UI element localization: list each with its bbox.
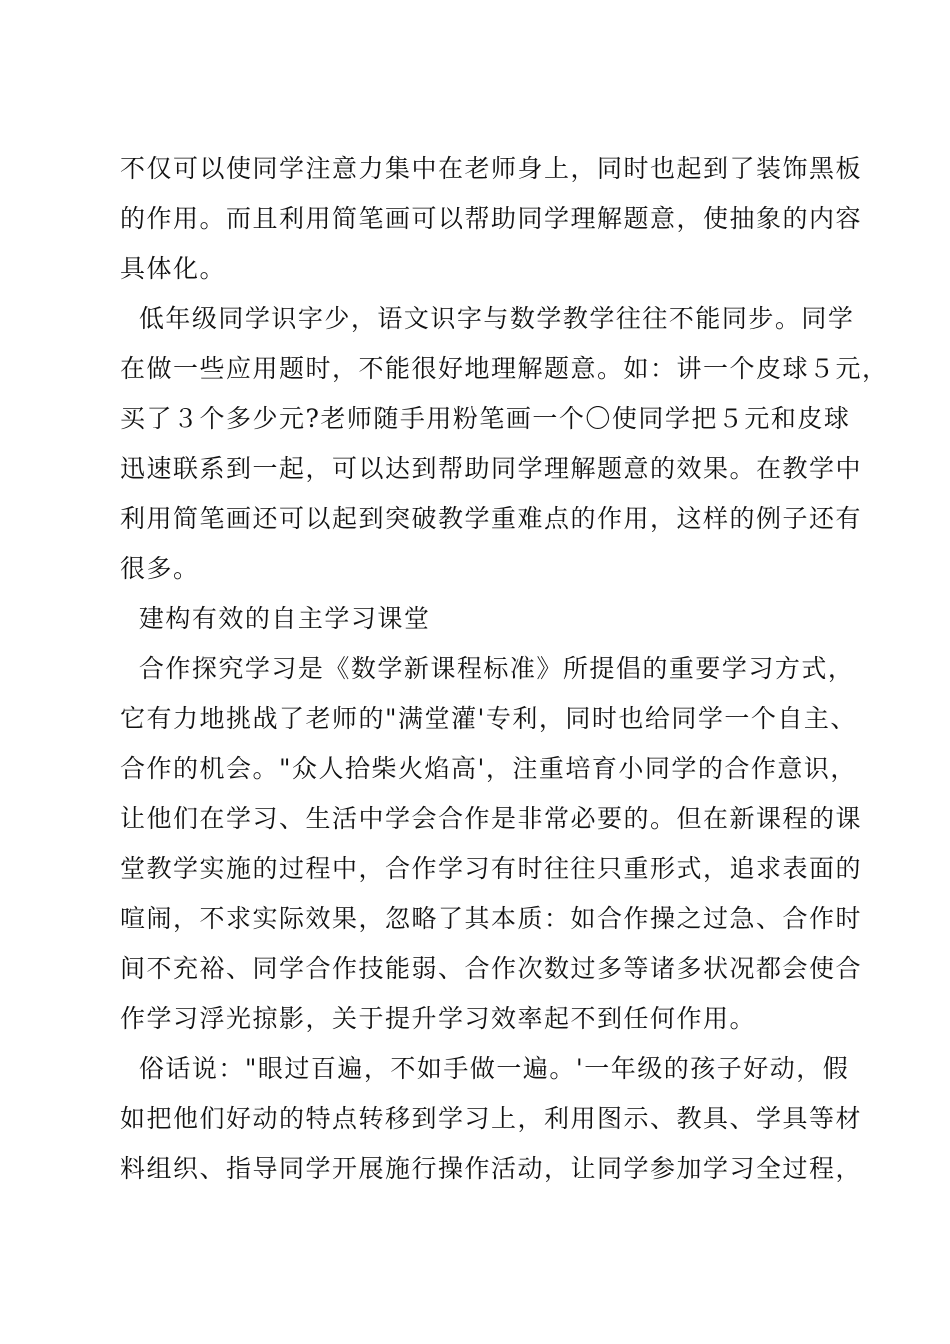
text-line: 间不充裕、同学合作技能弱、合作次数过多等诸多状况都会使合 (120, 954, 863, 983)
text-line: 买了３个多少元?老师随手用粉笔画一个〇使同学把５元和皮球 (120, 404, 851, 433)
paragraph-3 (120, 644, 863, 1044)
text-line: 堂教学实施的过程中，合作学习有时往往只重形式，追求表面的 (120, 854, 863, 883)
heading-line: 建构有效的自主学习课堂 (120, 604, 431, 633)
text-line: 合作的机会。"众人拾柴火焰高'，注重培育小同学的合作意识， (120, 754, 857, 783)
paragraph-1 (120, 144, 863, 294)
text-line: 不仅可以使同学注意力集中在老师身上，同时也起到了装饰黑板 (120, 154, 863, 183)
text-line: 低年级同学识字少，语文识字与数学教学往往不能同步。同学 (120, 304, 855, 333)
text-line: 作学习浮光掠影，关于提升学习效率起不到任何作用。 (120, 1004, 757, 1033)
text-line: 很多。 (120, 554, 200, 583)
text-line: 俗话说："眼过百遍，不如手做一遍。'一年级的孩子好动，假 (120, 1054, 850, 1083)
paragraph-2 (120, 294, 889, 594)
text-line: 料组织、指导同学开展施行操作活动，让同学参加学习全过程， (120, 1154, 863, 1183)
text-line: 它有力地挑战了老师的"满堂灌'专利，同时也给同学一个自主、 (120, 704, 857, 733)
text-line: 在做一些应用题时，不能很好地理解题意。如：讲一个皮球５元， (120, 354, 889, 383)
text-line: 喧闹，不求实际效果，忽略了其本质：如合作操之过急、合作时 (120, 904, 863, 933)
text-line: 的作用。而且利用简笔画可以帮助同学理解题意，使抽象的内容 (120, 204, 863, 233)
text-line: 让他们在学习、生活中学会合作是非常必要的。但在新课程的课 (120, 804, 863, 833)
section-heading (120, 594, 840, 644)
document-body (120, 144, 889, 1194)
text-line: 合作探究学习是《数学新课程标准》所提倡的重要学习方式， (120, 654, 855, 683)
text-line: 具体化。 (120, 254, 227, 283)
text-line: 利用简笔画还可以起到突破教学重难点的作用，这样的例子还有 (120, 504, 863, 533)
text-line: 迅速联系到一起，可以达到帮助同学理解题意的效果。在教学中 (120, 454, 863, 483)
text-line: 如把他们好动的特点转移到学习上，利用图示、教具、学具等材 (120, 1104, 863, 1133)
paragraph-4 (120, 1044, 863, 1194)
